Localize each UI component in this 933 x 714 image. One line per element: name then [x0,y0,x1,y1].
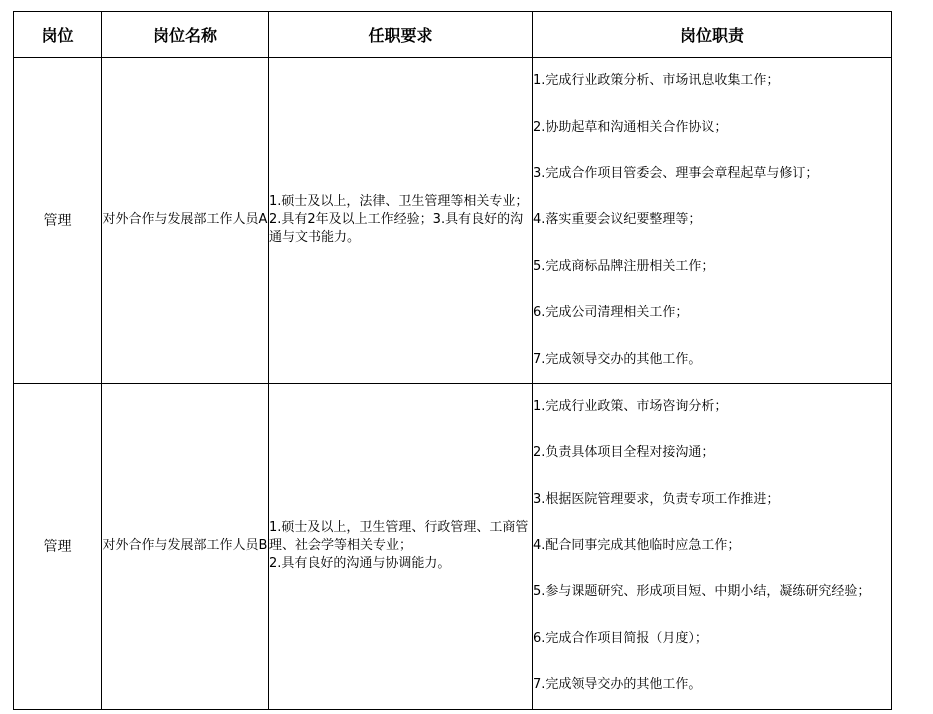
requirements-cell [269,58,533,384]
table-row [14,383,892,709]
duty-item: 7.完成领导交办的其他工作。 [533,677,702,693]
duty-item: 3.完成合作项目管委会、理事会章程起草与修订； [533,165,819,181]
requirement-item: 2.具有2年及以上工作经验；3.具有良好的沟通与文书能力。 [269,212,524,246]
duty-item: 6.完成合作项目简报（月度）； [533,630,708,646]
duties-cell [533,58,892,384]
duty-item: 4.配合同事完成其他临时应急工作； [533,538,741,554]
position-cell: 对外合作与发展部工作人员B [102,383,269,709]
duties-cell [533,383,892,709]
duty-item: 1.完成行业政策分析、市场讯息收集工作； [533,73,780,89]
header-category: 岗位 [14,12,102,58]
requirement-item: 1.硕士及以上，卫生管理、行政管理、工商管理、社会学等相关专业； [269,520,529,554]
requirement-item: 1.硕士及以上，法律、卫生管理等相关专业； [269,194,529,210]
header-position: 岗位名称 [102,12,269,58]
duty-item: 3.根据医院管理要求，负责专项工作推进； [533,491,780,507]
requirement-item: 2.具有良好的沟通与协调能力。 [269,556,451,572]
duty-item: 4.落实重要会议纪要整理等； [533,212,702,228]
category-cell: 管理 [14,58,102,384]
duty-item: 1.完成行业政策、市场咨询分析； [533,398,728,414]
duty-item: 2.负责具体项目全程对接沟通； [533,445,715,461]
job-table [13,11,892,710]
duty-item: 7.完成领导交办的其他工作。 [533,351,702,367]
duty-item: 2.协助起草和沟通相关合作协议； [533,119,728,135]
duty-item: 5.参与课题研究、形成项目短、中期小结，凝练研究经验； [533,584,871,600]
header-duties: 岗位职责 [533,12,892,58]
category-cell: 管理 [14,383,102,709]
requirements-cell [269,383,533,709]
duty-item: 5.完成商标品牌注册相关工作； [533,258,715,274]
table-row [14,58,892,384]
header-row [14,12,892,58]
position-cell: 对外合作与发展部工作人员A [102,58,269,384]
duty-item: 6.完成公司清理相关工作； [533,305,689,321]
header-requirements: 任职要求 [269,12,533,58]
